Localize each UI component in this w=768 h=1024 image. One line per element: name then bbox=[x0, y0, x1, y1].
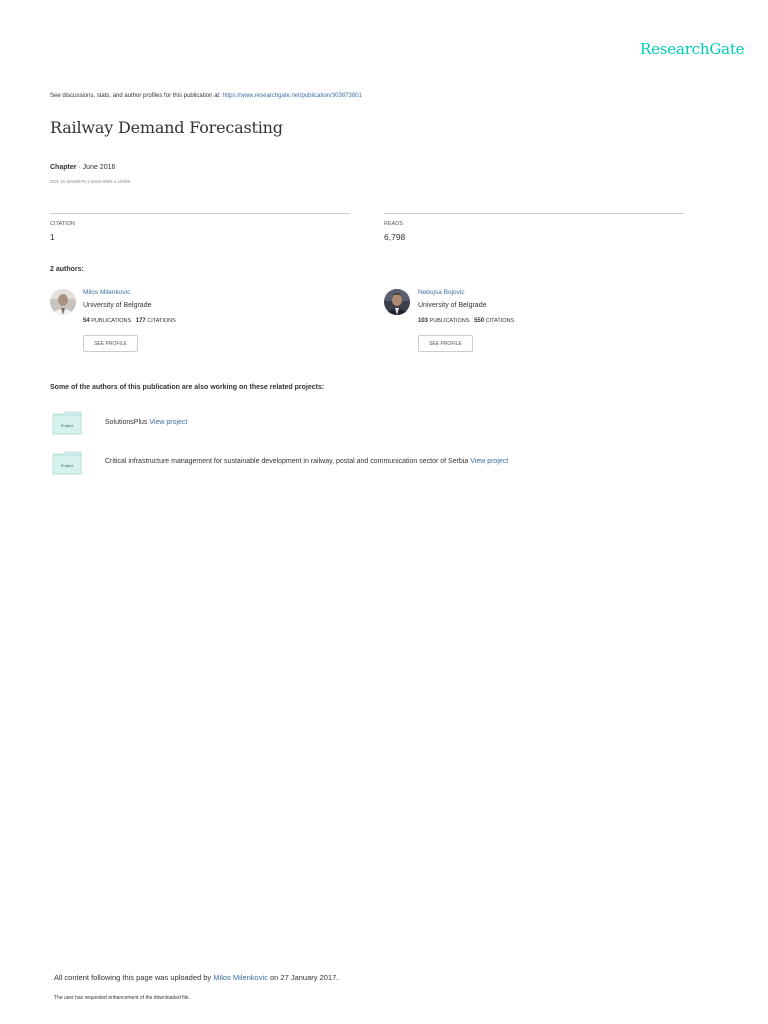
publication-date: · June 2016 bbox=[76, 164, 116, 171]
author-stats bbox=[418, 318, 514, 324]
project-folder-label: Project bbox=[60, 423, 74, 428]
upload-note bbox=[54, 973, 338, 982]
project-folder-label: Project bbox=[60, 463, 74, 468]
author-photo-icon bbox=[50, 289, 76, 315]
project-name: Critical infrastructure management for sustainable development in railway, postal and communication sector of Serbia bbox=[105, 458, 471, 465]
citations-label: CITATIONS bbox=[485, 318, 515, 324]
publications-label: PUBLICATIONS bbox=[429, 318, 470, 324]
author-name-link[interactable]: Nebojsa Bojovic bbox=[418, 289, 465, 296]
citations-count: 177 bbox=[135, 318, 146, 324]
upload-suffix: on 27 January 2017. bbox=[267, 973, 339, 982]
publications-label: PUBLICATIONS bbox=[91, 318, 132, 324]
citation-label: CITATION bbox=[50, 221, 75, 227]
publication-doi[interactable]: DOI: 10.4018/978-1-5225-0084-1.ch005 bbox=[50, 179, 131, 184]
author-photo-icon bbox=[384, 289, 410, 315]
view-project-link[interactable]: View project bbox=[470, 458, 509, 465]
publications-count: 103 bbox=[418, 318, 429, 324]
citations-label: CITATIONS bbox=[147, 318, 176, 324]
divider bbox=[50, 213, 350, 214]
project-item bbox=[105, 458, 508, 465]
author-avatar[interactable] bbox=[50, 289, 76, 315]
author-stats bbox=[83, 318, 176, 324]
reads-label: READS bbox=[384, 221, 403, 227]
authors-heading: 2 authors: bbox=[50, 266, 84, 273]
author-affiliation: University of Belgrade bbox=[83, 302, 152, 309]
citations-count: 550 bbox=[474, 318, 485, 324]
page-title: Railway Demand Forecasting bbox=[50, 118, 283, 137]
uploader-link[interactable]: Milos Milenkovic bbox=[213, 973, 268, 982]
reads-count: 6,798 bbox=[384, 232, 406, 242]
citation-count: 1 bbox=[50, 232, 55, 242]
publication-url-link[interactable]: https://www.researchgate.net/publication/303873801 bbox=[222, 93, 362, 99]
author-avatar[interactable] bbox=[384, 289, 410, 315]
view-project-link[interactable]: View project bbox=[149, 419, 188, 426]
project-item bbox=[105, 419, 187, 426]
project-folder-icon[interactable] bbox=[52, 451, 82, 475]
publication-type-line bbox=[50, 164, 115, 171]
see-profile-button[interactable]: SEE PROFILE bbox=[83, 335, 138, 352]
related-projects-heading: Some of the authors of this publication are also working on these related projects: bbox=[50, 384, 325, 391]
researchgate-logo[interactable]: ResearchGate bbox=[640, 40, 745, 58]
author-name-link[interactable]: Milos Milenkovic bbox=[83, 289, 131, 296]
upload-prefix: All content following this page was uploaded by bbox=[54, 973, 214, 982]
author-affiliation: University of Belgrade bbox=[418, 302, 487, 309]
publications-count: 54 bbox=[83, 318, 90, 324]
publication-type: Chapter bbox=[50, 164, 77, 171]
see-profile-button[interactable]: SEE PROFILE bbox=[418, 335, 473, 352]
discussions-text: See discussions, stats, and author profiles for this publication at: bbox=[50, 93, 223, 99]
enhancement-note: The user has requested enhancement of the downloaded file. bbox=[54, 995, 190, 1001]
project-name: SolutionsPlus bbox=[105, 419, 150, 426]
divider bbox=[384, 213, 684, 214]
project-folder-icon[interactable] bbox=[52, 411, 82, 435]
discussions-line bbox=[50, 93, 362, 99]
